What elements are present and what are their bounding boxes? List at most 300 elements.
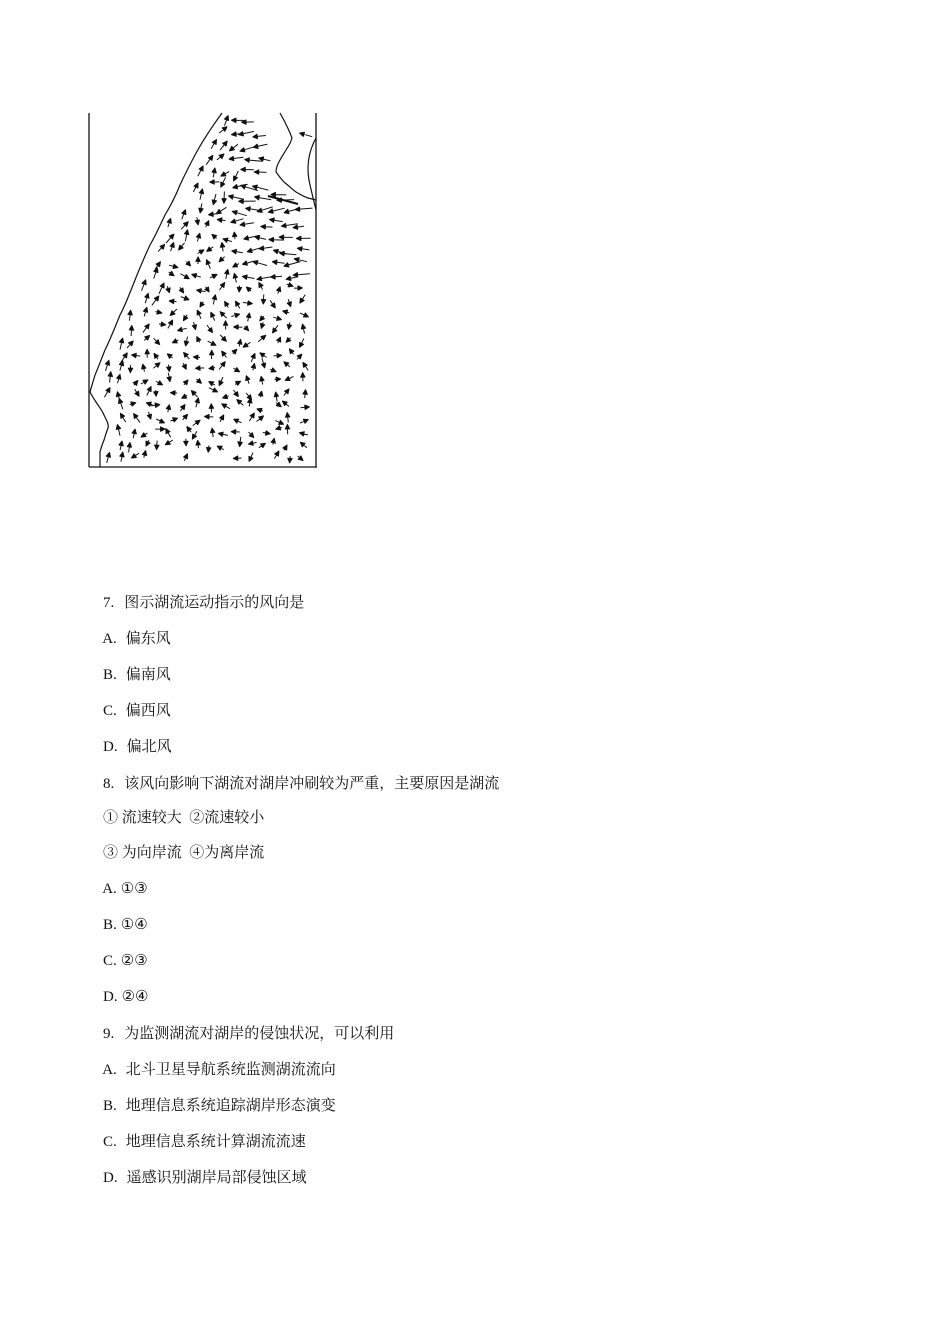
current-arrow [199, 203, 203, 213]
current-arrow [244, 326, 249, 331]
current-arrow [240, 222, 254, 226]
current-arrow [276, 402, 281, 407]
option-label: A. [102, 881, 117, 897]
current-arrow [211, 140, 216, 149]
current-arrow [243, 301, 252, 305]
current-arrow [283, 310, 290, 314]
current-arrow [181, 296, 189, 300]
current-arrow [196, 440, 200, 448]
current-arrow [219, 362, 225, 370]
current-arrow [131, 453, 139, 458]
current-arrow [154, 338, 160, 344]
current-arrow [212, 194, 216, 205]
current-arrow [220, 243, 224, 252]
current-arrow [166, 405, 170, 413]
current-arrow [260, 353, 267, 358]
current-arrow [287, 283, 293, 287]
current-arrow [128, 310, 132, 321]
current-arrow [184, 380, 189, 385]
current-arrow [217, 218, 225, 222]
question-7-option-c [88, 681, 171, 719]
question-number: 8. [103, 776, 115, 792]
current-arrow [257, 276, 272, 280]
current-arrow [295, 207, 312, 211]
current-arrow [198, 250, 204, 254]
current-arrow [205, 415, 214, 419]
current-arrow [249, 441, 257, 445]
question-stem: 该风向影响下湖流对湖岸冲刷较为严重，主要原因是湖流 [124, 776, 500, 792]
current-arrow [132, 429, 136, 438]
current-arrow [195, 217, 199, 225]
current-arrow [181, 274, 190, 279]
current-arrow [223, 321, 227, 330]
current-arrow [184, 439, 188, 446]
current-arrow [254, 170, 266, 174]
current-arrow [119, 399, 123, 410]
current-arrow [187, 427, 192, 433]
current-arrow [168, 320, 173, 328]
option-text: ①④ [120, 917, 148, 933]
current-arrow [233, 456, 241, 460]
current-arrow [119, 441, 123, 450]
current-arrow [184, 337, 188, 346]
current-arrow [196, 366, 205, 370]
current-arrow [249, 432, 254, 438]
current-arrow [182, 210, 186, 220]
current-arrow [212, 168, 216, 177]
current-arrow [151, 403, 160, 407]
current-arrow [233, 232, 237, 239]
current-arrow [230, 144, 238, 151]
question-stem: 图示湖流运动指示的风向是 [124, 595, 305, 611]
question-9-option-b [88, 1076, 336, 1114]
current-arrow [284, 362, 290, 367]
current-arrow [145, 293, 149, 303]
current-arrow [178, 327, 187, 331]
current-arrow [117, 374, 121, 383]
current-arrow [293, 273, 310, 277]
current-arrow [172, 339, 178, 343]
current-arrow [167, 354, 172, 359]
current-arrow [209, 366, 215, 370]
current-arrow [261, 358, 265, 368]
current-arrow [170, 309, 177, 316]
current-arrow [236, 301, 240, 308]
current-arrow [283, 445, 287, 450]
current-arrow [130, 402, 136, 406]
current-arrow [208, 341, 216, 345]
current-arrow [285, 376, 293, 380]
current-arrow [301, 373, 305, 382]
current-arrow [220, 283, 225, 291]
current-arrow [166, 286, 170, 293]
current-arrow [300, 295, 305, 304]
current-arrow [155, 310, 161, 314]
lake-current-map [86, 110, 322, 472]
option-text: 偏东风 [125, 631, 171, 647]
question-9-option-a [88, 1040, 336, 1078]
question-8-option-b [88, 895, 148, 933]
option-text: 地理信息系统计算湖流流速 [125, 1134, 306, 1150]
current-arrow [249, 453, 253, 462]
current-arrow [255, 236, 266, 240]
current-arrow [167, 365, 171, 372]
current-arrow [192, 274, 201, 278]
current-arrow [182, 363, 186, 369]
current-arrow [286, 276, 297, 280]
current-arrow [184, 454, 188, 461]
current-arrow [197, 310, 201, 319]
current-arrow [225, 301, 229, 307]
current-arrow [205, 221, 209, 228]
current-arrow [237, 400, 244, 406]
current-arrow [156, 419, 164, 423]
current-arrow [253, 144, 267, 148]
current-arrow [135, 389, 139, 396]
option-text: 地理信息系统追踪湖岸形态演变 [125, 1098, 336, 1114]
current-arrow [234, 390, 239, 397]
statement-text: ① 流速较大 ②流速较小 [103, 810, 265, 826]
current-arrow [300, 132, 313, 137]
current-arrow [300, 339, 304, 348]
current-arrow [147, 412, 151, 419]
option-label: A. [102, 631, 117, 647]
current-arrow [144, 336, 149, 341]
current-arrow [128, 365, 132, 373]
current-arrow [277, 287, 281, 294]
current-arrow [209, 388, 218, 392]
current-arrow [193, 420, 200, 425]
current-arrow [152, 296, 159, 305]
current-arrow [284, 389, 289, 396]
option-text: ②③ [120, 953, 148, 969]
current-arrow [121, 353, 128, 363]
question-8-stem [88, 754, 500, 792]
current-arrow [277, 337, 281, 343]
current-arrow [232, 349, 237, 354]
current-arrow [169, 271, 174, 275]
current-arrow [221, 172, 229, 177]
option-text: ②④ [121, 989, 149, 1005]
question-7-option-b [88, 645, 171, 683]
current-arrow [279, 235, 293, 239]
current-arrow [241, 167, 254, 171]
current-arrow [237, 286, 241, 292]
current-arrow [184, 352, 190, 359]
current-arrow [282, 401, 289, 407]
current-arrow [273, 316, 281, 320]
current-arrow [243, 261, 254, 265]
current-arrow [234, 171, 239, 181]
current-arrow [257, 416, 264, 422]
option-label: A. [102, 1062, 117, 1078]
option-label: B. [103, 917, 117, 933]
current-arrow [249, 413, 254, 421]
current-arrow [186, 261, 191, 266]
current-arrow [233, 368, 239, 372]
current-arrow [239, 131, 254, 136]
current-arrow [261, 225, 273, 229]
current-arrow [296, 236, 310, 240]
question-stem: 为监测湖流对湖岸的侵蚀状况，可以利用 [124, 1026, 395, 1042]
current-arrow [167, 218, 171, 227]
current-arrow [270, 218, 283, 222]
current-arrow [127, 341, 133, 348]
current-arrow [154, 268, 158, 279]
current-arrow [300, 313, 309, 317]
option-label: B. [103, 1098, 117, 1114]
current-arrow [259, 246, 272, 250]
current-arrow [274, 451, 279, 459]
current-arrow [272, 260, 284, 264]
current-arrow [196, 257, 200, 264]
current-arrow [233, 273, 237, 282]
current-arrow [143, 307, 147, 316]
current-arrow [212, 295, 216, 305]
current-arrow [301, 324, 305, 333]
question-number: 7. [103, 595, 115, 611]
current-arrow [142, 280, 147, 291]
current-arrow [210, 350, 214, 359]
current-arrow [260, 376, 264, 384]
current-arrow [300, 432, 308, 436]
current-arrow [301, 405, 310, 409]
current-arrow [210, 428, 214, 437]
current-arrow [183, 414, 188, 420]
current-arrow [263, 431, 270, 435]
current-arrow [169, 299, 176, 303]
current-arrow [200, 302, 204, 307]
current-arrow [239, 199, 256, 203]
current-arrow [207, 325, 213, 333]
current-arrow [253, 134, 266, 138]
current-arrow [242, 275, 254, 279]
current-arrow [119, 338, 123, 350]
question-7-stem [88, 573, 305, 611]
current-arrow [275, 420, 283, 424]
current-arrow [248, 398, 252, 406]
current-arrow [225, 269, 229, 279]
current-arrow [297, 354, 302, 359]
current-arrow [159, 322, 166, 326]
current-arrow [158, 244, 165, 251]
current-arrow [288, 456, 292, 463]
current-arrow [231, 313, 239, 317]
current-arrow [132, 353, 141, 357]
question-8-statement-2 [88, 823, 265, 861]
current-arrow [259, 283, 263, 290]
question-8-statement-1 [88, 788, 265, 826]
option-text: 偏南风 [125, 667, 171, 683]
current-arrow [154, 390, 158, 396]
current-arrow [192, 431, 197, 439]
current-arrow [293, 225, 304, 229]
current-arrow [231, 430, 240, 434]
question-7-option-a [88, 609, 171, 647]
question-8-option-c [88, 931, 148, 969]
current-arrow [155, 441, 159, 450]
current-arrow [294, 258, 307, 262]
current-arrow [253, 261, 267, 266]
current-arrow [211, 312, 215, 320]
current-arrow [105, 360, 109, 371]
current-arrow [195, 398, 199, 407]
current-arrow [232, 211, 247, 216]
current-arrow [146, 440, 150, 446]
current-arrow [274, 353, 282, 357]
option-text: 北斗卫星导航系统监测湖流流向 [125, 1062, 336, 1078]
current-arrow [116, 425, 120, 436]
current-arrow [287, 299, 291, 307]
current-arrow [229, 156, 243, 160]
current-arrow [220, 335, 226, 341]
current-arrow [209, 404, 213, 413]
current-arrow [286, 413, 290, 423]
current-arrow [106, 452, 110, 463]
question-8-option-d [88, 967, 149, 1005]
current-arrow [259, 157, 271, 161]
current-arrow [127, 443, 131, 453]
current-arrow [280, 251, 297, 255]
current-arrow [222, 351, 227, 357]
current-arrow [207, 445, 211, 452]
current-arrow [196, 233, 200, 241]
option-text: 偏北风 [126, 739, 172, 755]
current-arrow [294, 286, 302, 290]
option-label: D. [103, 1170, 118, 1186]
current-arrow [183, 315, 187, 321]
option-text: ①③ [120, 881, 148, 897]
current-arrow [192, 322, 196, 330]
current-arrow [185, 230, 189, 242]
current-arrow [129, 326, 133, 337]
question-9-option-d [88, 1148, 307, 1186]
current-arrow [219, 377, 223, 386]
current-arrow [142, 451, 146, 458]
current-arrow [303, 390, 307, 398]
current-arrow [219, 257, 225, 262]
current-arrow [219, 127, 227, 133]
current-arrow [142, 364, 146, 371]
current-arrow [197, 289, 206, 293]
question-7-option-d [88, 717, 172, 755]
current-arrow [216, 207, 226, 213]
current-arrow [220, 415, 224, 422]
current-arrow [235, 381, 241, 385]
current-arrow [166, 234, 174, 243]
current-arrow [169, 264, 178, 268]
current-arrow [218, 432, 228, 436]
current-arrow [147, 387, 151, 396]
current-arrow [223, 394, 229, 398]
current-arrow [260, 316, 265, 321]
current-arrow [179, 243, 185, 250]
current-arrow [238, 339, 242, 346]
current-arrow [300, 419, 308, 423]
current-arrow [180, 405, 185, 412]
current-arrow [141, 380, 148, 384]
option-text: 偏西风 [125, 703, 171, 719]
current-arrow [274, 392, 278, 402]
current-arrow [193, 355, 200, 359]
current-arrow [246, 313, 250, 321]
option-label: D. [103, 989, 118, 1005]
current-arrow [104, 388, 110, 398]
current-arrow [181, 222, 188, 230]
current-arrows [104, 116, 312, 463]
current-arrow [300, 442, 307, 448]
current-arrow [258, 335, 266, 341]
option-label: C. [103, 953, 117, 969]
current-arrow [197, 379, 202, 384]
current-arrow [155, 427, 165, 431]
current-arrow [207, 247, 214, 252]
current-arrow [165, 440, 173, 445]
current-arrow [197, 337, 201, 343]
current-arrow [170, 243, 174, 252]
current-arrow [275, 377, 281, 381]
current-arrow [233, 263, 239, 267]
current-arrow [298, 456, 303, 461]
current-arrow [133, 381, 138, 386]
current-arrow [209, 382, 215, 386]
current-arrow [159, 283, 164, 294]
current-arrow [261, 322, 265, 328]
current-arrow [271, 275, 282, 279]
current-arrow [108, 372, 112, 383]
current-arrow [222, 404, 230, 409]
option-label: C. [103, 1134, 117, 1150]
current-arrow [206, 156, 213, 165]
question-9-stem [88, 1004, 395, 1042]
current-arrow [143, 324, 149, 333]
current-arrow [166, 429, 171, 438]
question-8-option-a [88, 859, 148, 897]
current-arrow [273, 325, 278, 333]
current-arrow [251, 364, 255, 371]
current-arrow [229, 195, 245, 200]
current-arrow [182, 394, 188, 398]
current-arrow [259, 391, 263, 397]
current-arrow [232, 250, 243, 254]
current-arrow [167, 373, 171, 382]
current-arrow [259, 443, 266, 447]
current-arrow [222, 192, 226, 204]
current-arrow [191, 391, 197, 398]
current-arrow [246, 376, 250, 384]
current-arrow [289, 349, 294, 355]
current-arrow [120, 413, 125, 422]
option-label: D. [103, 739, 118, 755]
current-arrow [134, 414, 140, 423]
current-arrow [297, 247, 309, 251]
current-arrow [271, 438, 275, 444]
current-arrow [119, 361, 123, 371]
current-arrow [276, 426, 282, 430]
current-arrow [270, 368, 276, 372]
current-arrow [153, 363, 160, 369]
current-arrow [145, 349, 149, 358]
current-arrow [120, 452, 124, 462]
current-arrow [221, 177, 226, 187]
current-arrow [220, 312, 227, 318]
question-9-option-c [88, 1112, 306, 1150]
option-label: C. [103, 703, 117, 719]
current-arrow [243, 342, 250, 347]
current-arrow [285, 425, 289, 435]
current-arrow [212, 234, 217, 239]
current-arrow [156, 381, 163, 385]
